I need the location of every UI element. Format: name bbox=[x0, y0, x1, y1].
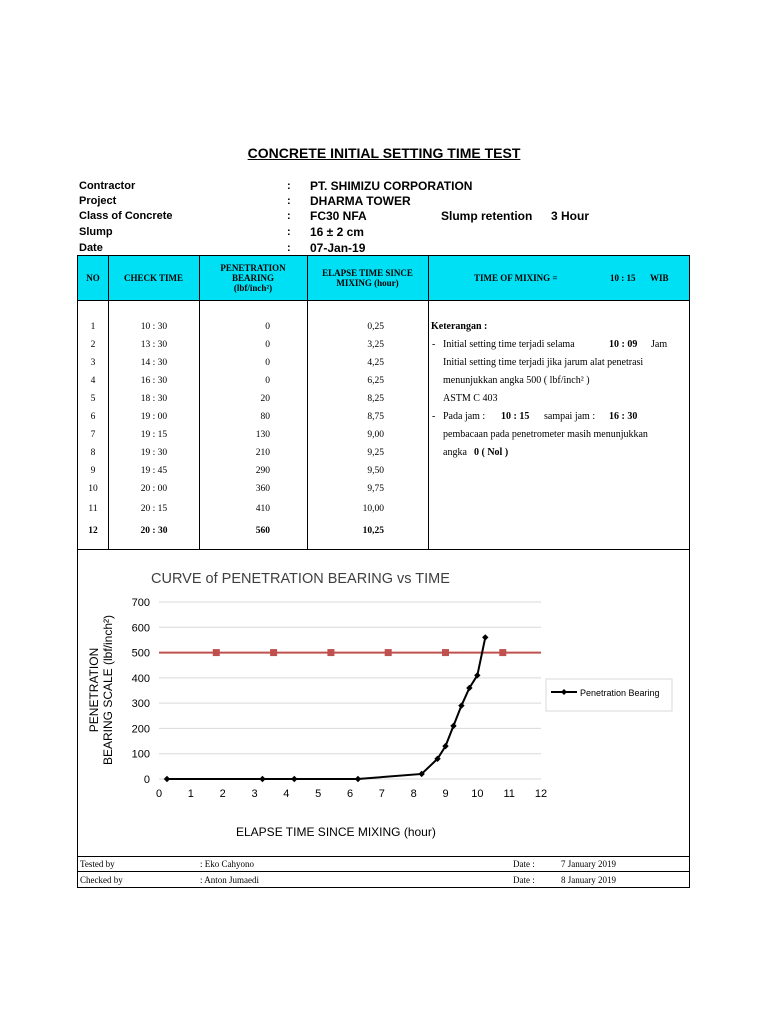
colon: : bbox=[287, 195, 291, 207]
header-penetration-line: PENETRATION bbox=[220, 263, 286, 273]
header-no bbox=[78, 256, 108, 300]
y-tick-label: 400 bbox=[131, 672, 150, 685]
note-value: 0 ( Nol ) bbox=[474, 447, 509, 458]
data-point bbox=[164, 776, 170, 782]
header-penetration bbox=[199, 256, 307, 300]
project-value: DHARMA TOWER bbox=[310, 194, 411, 208]
row-number: 8 bbox=[90, 448, 96, 458]
page-title: CONCRETE INITIAL SETTING TIME TEST bbox=[247, 145, 521, 161]
row-penetration: 20 bbox=[260, 394, 270, 404]
x-tick-label: 6 bbox=[346, 788, 354, 800]
row-penetration: 80 bbox=[260, 412, 270, 422]
x-tick-label: 10 bbox=[471, 788, 484, 800]
x-axis-label: ELAPSE TIME SINCE MIXING (hour) bbox=[236, 825, 436, 839]
row-number: 11 bbox=[88, 504, 98, 514]
row-check-time: 20 : 00 bbox=[140, 484, 168, 494]
note-value: 10 : 09 bbox=[609, 339, 638, 350]
row-penetration: 360 bbox=[255, 484, 270, 494]
row-number: 7 bbox=[90, 430, 96, 440]
x-tick-label: 3 bbox=[251, 788, 258, 800]
y-tick-label: 600 bbox=[131, 622, 150, 635]
time-of-mixing-value: 10 : 15 bbox=[610, 273, 636, 283]
row-penetration: 0 bbox=[265, 358, 270, 368]
note-line: Pada jam : bbox=[443, 411, 486, 422]
y-axis-label: PENETRATION bbox=[87, 647, 101, 733]
checked-date: 8 January 2019 bbox=[561, 875, 616, 885]
colon: : bbox=[287, 180, 291, 192]
row-elapse: 9,25 bbox=[367, 448, 384, 458]
header-check-time-label: CHECK TIME bbox=[123, 273, 184, 283]
dash: - bbox=[432, 411, 436, 422]
notes-heading: Keterangan : bbox=[431, 321, 488, 332]
project-label: Project bbox=[79, 195, 117, 207]
x-tick-label: 0 bbox=[155, 788, 163, 800]
class-value: FC30 NFA bbox=[310, 209, 367, 223]
row-number: 1 bbox=[90, 322, 96, 332]
row-number: 10 bbox=[88, 484, 98, 494]
row-check-time: 18 : 30 bbox=[140, 394, 168, 404]
header-check-time bbox=[108, 256, 199, 300]
tested-date: 7 January 2019 bbox=[561, 859, 616, 869]
row-elapse: 9,75 bbox=[367, 484, 384, 494]
row-number: 4 bbox=[90, 376, 96, 386]
header-elapse-line: MIXING (hour) bbox=[336, 278, 399, 288]
row-elapse: 10,25 bbox=[362, 526, 384, 536]
x-tick-label: 4 bbox=[283, 788, 290, 800]
header-penetration-line: BEARING bbox=[231, 273, 274, 283]
header-time-of-mixing bbox=[428, 256, 689, 300]
row-penetration: 560 bbox=[255, 526, 270, 536]
row-penetration: 410 bbox=[255, 504, 270, 514]
x-tick-label: 12 bbox=[534, 788, 548, 800]
checked-date-label: Date : bbox=[513, 875, 535, 885]
row-check-time: 16 : 30 bbox=[140, 376, 168, 386]
checked-by-label: Checked by bbox=[80, 875, 123, 885]
row-check-time: 13 : 30 bbox=[140, 340, 168, 350]
row-check-time: 19 : 00 bbox=[140, 412, 168, 422]
header-penetration-line: (lbf/inch²) bbox=[233, 283, 273, 293]
row-number: 12 bbox=[88, 526, 98, 536]
data-point bbox=[291, 776, 297, 782]
y-tick-label: 0 bbox=[143, 774, 150, 786]
row-elapse: 3,25 bbox=[367, 340, 384, 350]
row-elapse: 0,25 bbox=[367, 322, 384, 332]
row-penetration: 290 bbox=[255, 466, 270, 476]
row-number: 5 bbox=[90, 394, 96, 404]
x-tick-label: 11 bbox=[503, 788, 515, 800]
row-elapse: 9,50 bbox=[367, 466, 384, 476]
row-elapse: 8,25 bbox=[367, 394, 384, 404]
time-of-mixing-unit: WIB bbox=[650, 273, 669, 283]
time-of-mixing-label: TIME OF MIXING = bbox=[474, 273, 558, 283]
threshold-marker bbox=[499, 649, 506, 656]
row-penetration: 210 bbox=[255, 448, 270, 458]
row-elapse: 6,25 bbox=[367, 376, 384, 386]
slump-retention-value: 3 Hour bbox=[551, 209, 590, 223]
note-line: Initial setting time terjadi selama bbox=[443, 339, 575, 350]
threshold-marker bbox=[270, 649, 277, 656]
row-number: 9 bbox=[90, 466, 96, 476]
threshold-marker bbox=[327, 649, 334, 656]
row-penetration: 0 bbox=[265, 376, 270, 386]
row-penetration: 0 bbox=[265, 340, 270, 350]
row-penetration: 130 bbox=[255, 430, 270, 440]
row-check-time: 19 : 30 bbox=[140, 448, 168, 458]
note-line: Jam bbox=[651, 339, 668, 350]
y-tick-label: 700 bbox=[131, 597, 150, 609]
colon: : bbox=[287, 226, 291, 238]
slump-retention-label: Slump retention bbox=[441, 209, 533, 223]
x-tick-label: 7 bbox=[378, 788, 385, 800]
row-check-time: 20 : 15 bbox=[140, 504, 168, 514]
chart-title: CURVE of PENETRATION BEARING vs TIME bbox=[151, 571, 450, 587]
data-point bbox=[482, 634, 488, 640]
x-tick-label: 5 bbox=[315, 788, 322, 800]
note-line: sampai jam : bbox=[544, 411, 596, 422]
contractor-value: PT. SHIMIZU CORPORATION bbox=[310, 179, 473, 193]
dash: - bbox=[432, 339, 436, 350]
date-value: 07-Jan-19 bbox=[310, 241, 366, 255]
row-penetration: 0 bbox=[265, 322, 270, 332]
header-no-label: NO bbox=[86, 273, 100, 283]
note-line: angka bbox=[443, 447, 467, 458]
date-label: Date bbox=[79, 242, 103, 254]
slump-value: 16 ± 2 cm bbox=[310, 225, 364, 239]
row-number: 2 bbox=[90, 340, 96, 350]
note-value: 10 : 15 bbox=[501, 411, 530, 422]
y-tick-label: 100 bbox=[131, 748, 150, 761]
header-elapse bbox=[307, 256, 428, 300]
y-tick-label: 200 bbox=[131, 723, 150, 736]
x-tick-label: 9 bbox=[442, 788, 449, 800]
tested-by-label: Tested by bbox=[80, 859, 115, 869]
row-check-time: 10 : 30 bbox=[140, 322, 168, 332]
y-tick-label: 500 bbox=[131, 647, 150, 660]
row-elapse: 4,25 bbox=[367, 358, 384, 368]
checked-by-name: : Anton Jumaedi bbox=[200, 875, 259, 885]
threshold-marker bbox=[213, 649, 220, 656]
row-check-time: 19 : 15 bbox=[140, 430, 168, 440]
x-tick-label: 2 bbox=[219, 788, 226, 800]
row-number: 3 bbox=[90, 358, 96, 368]
row-check-time: 14 : 30 bbox=[140, 358, 168, 368]
threshold-marker bbox=[442, 649, 449, 656]
class-label: Class of Concrete bbox=[79, 210, 173, 222]
row-elapse: 8,75 bbox=[367, 412, 384, 422]
data-point bbox=[259, 776, 265, 782]
tested-by-name: : Eko Cahyono bbox=[200, 859, 254, 869]
note-line: pembacaan pada penetrometer masih menunjukkan bbox=[443, 429, 648, 440]
data-point bbox=[355, 776, 361, 782]
contractor-label: Contractor bbox=[79, 180, 136, 192]
slump-label: Slump bbox=[79, 226, 113, 238]
legend-label: Penetration Bearing bbox=[580, 688, 660, 698]
row-check-time: 19 : 45 bbox=[140, 466, 168, 476]
threshold-marker bbox=[385, 649, 392, 656]
note-value: 16 : 30 bbox=[609, 411, 638, 422]
note-line: Initial setting time terjadi jika jarum alat penetrasi bbox=[443, 357, 644, 368]
penetration-chart bbox=[78, 550, 689, 856]
y-tick-label: 300 bbox=[131, 698, 150, 711]
note-line: ASTM C 403 bbox=[443, 393, 498, 404]
row-check-time: 20 : 30 bbox=[140, 526, 168, 536]
row-number: 6 bbox=[90, 412, 96, 422]
y-axis-label: BEARING SCALE (lbf/inch²) bbox=[101, 614, 115, 766]
row-elapse: 9,00 bbox=[367, 430, 384, 440]
colon: : bbox=[287, 242, 291, 254]
x-tick-label: 8 bbox=[410, 788, 417, 800]
row-elapse: 10,00 bbox=[362, 504, 384, 514]
x-tick-label: 1 bbox=[187, 788, 194, 800]
tested-date-label: Date : bbox=[513, 859, 535, 869]
colon: : bbox=[287, 210, 291, 222]
header-elapse-line: ELAPSE TIME SINCE bbox=[322, 268, 413, 278]
note-line: menunjukkan angka 500 ( lbf/inch² ) bbox=[443, 375, 590, 386]
